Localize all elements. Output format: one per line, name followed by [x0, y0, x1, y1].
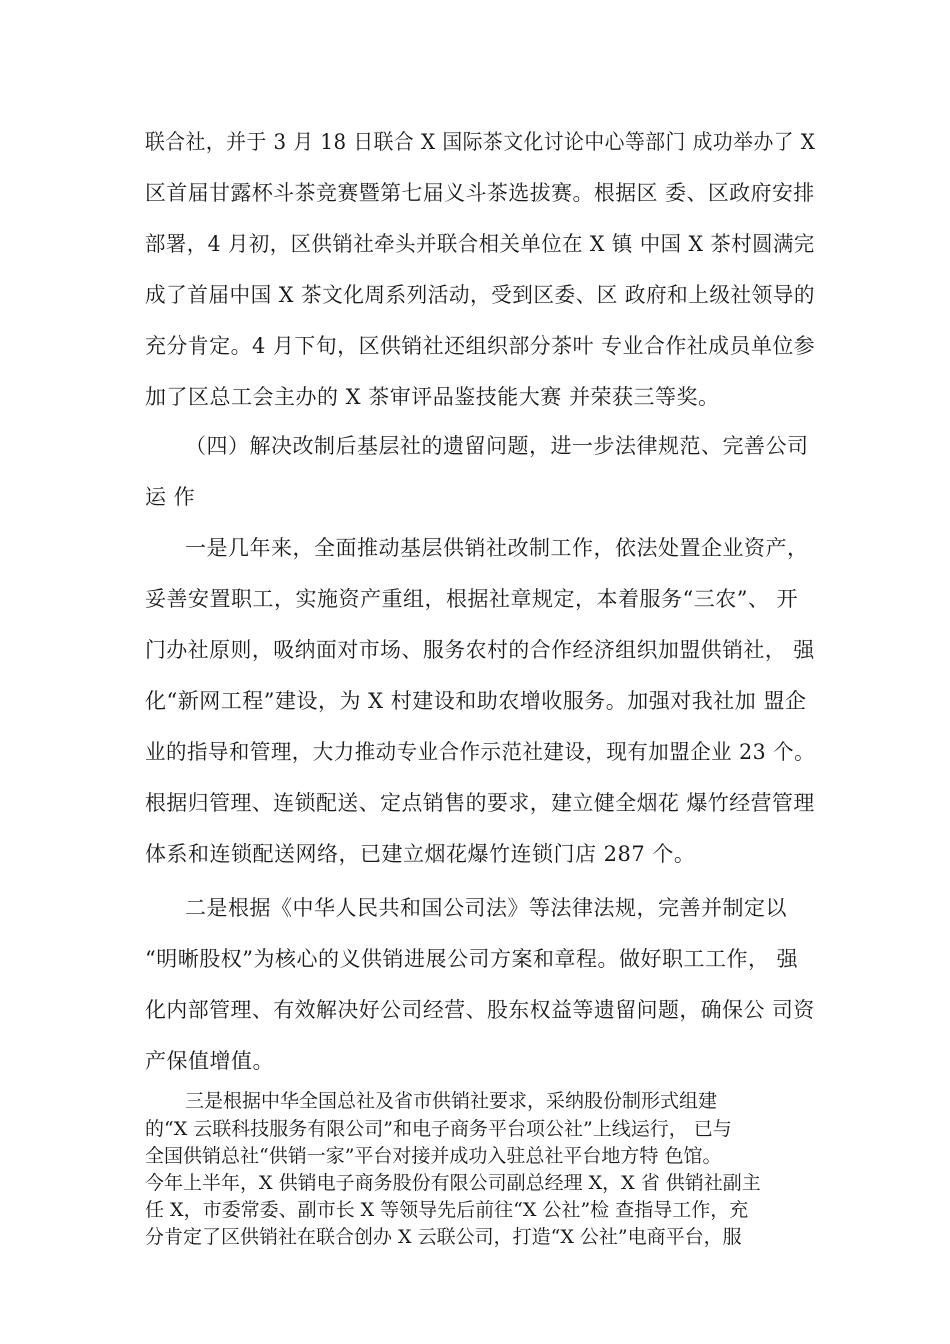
text-line: 联合社，并于 3 月 18 日联合 X 国际茶文化讨论中心等部门 成功举办了 X [145, 130, 816, 154]
paragraph-line: 业的指导和管理，大力推动专业合作示范社建设，现有加盟企业 23 个。 [145, 740, 816, 764]
paragraph-line: “明晰股权”为核心的义供销进展公司方案和章程。做好职工工作， 强 [145, 947, 799, 971]
text-line: 加了区总工会主办的 X 茶审评品鉴技能大赛 并荣获三等奖。 [145, 385, 720, 409]
paragraph-line: 体系和连锁配送网络，已建立烟花爆竹连锁门店 287 个。 [145, 842, 696, 866]
section-heading: （四）解决改制后基层社的遗留问题，进一步法律规范、完善公司 [185, 434, 809, 458]
paragraph-line: 的“X 云联科技服务有限公司”和电子商务平台项公社”上线运行， 已与 [145, 1118, 732, 1140]
paragraph-line: 二是根据《中华人民共和国公司法》等法律法规，完善并制定以 [185, 896, 787, 920]
paragraph-line: 根据归管理、连锁配送、定点销售的要求，建立健全烟花 爆竹经营管理 [145, 791, 815, 815]
text-line: 成了首届中国 X 茶文化周系列活动，受到区委、区 政府和上级社领导的 [145, 283, 815, 307]
paragraph-line: 三是根据中华全国总社及省市供销社要求，采纳股份制形式组建 [185, 1090, 718, 1112]
paragraph-line: 化“新网工程”建设，为 X 村建设和助农增收服务。加强对我社加 盟企 [145, 689, 807, 713]
paragraph-line: 全国供销总社“供销一家”平台对接并成功入驻总社平台地方特 色馆。 [145, 1145, 722, 1167]
text-line: 区首届甘露杯斗茶竞赛暨第七届义斗茶选拔赛。根据区 委、区政府安排 [145, 181, 815, 205]
paragraph-line: 任 X，市委常委、副市长 X 等领导先后前往“X 公社”检 查指导工作，充 [145, 1199, 749, 1221]
text-line: 充分肯定。4 月下旬，区供销社还组织部分茶叶 专业合作社成员单位参 [145, 334, 816, 358]
paragraph-line: 化内部管理、有效解决好公司经营、股东权益等遗留问题，确保公 司资 [145, 998, 815, 1022]
text-line: 部署，4 月初，区供销社牵头并联合相关单位在 X 镇 中国 X 茶村圆满完 [145, 232, 815, 256]
paragraph-line: 门办社原则，吸纳面对市场、服务农村的合作经济组织加盟供销社， 强 [145, 638, 815, 662]
paragraph-line: 今年上半年，X 供销电子商务股份有限公司副总经理 X，X 省 供销社副主 [145, 1172, 761, 1194]
paragraph-line: 分肯定了区供销社在联合创办 X 云联公司，打造“X 公社”电商平台，服 [145, 1226, 742, 1248]
paragraph-line: 产保值增值。 [145, 1049, 274, 1073]
paragraph-line: 妥善安置职工，实施资产重组，根据社章规定，本着服务“三农”、 开 [145, 587, 799, 611]
paragraph-line: 一是几年来，全面推动基层供销社改制工作，依法处置企业资产， [185, 536, 809, 560]
section-heading-continued: 运 作 [145, 485, 196, 509]
